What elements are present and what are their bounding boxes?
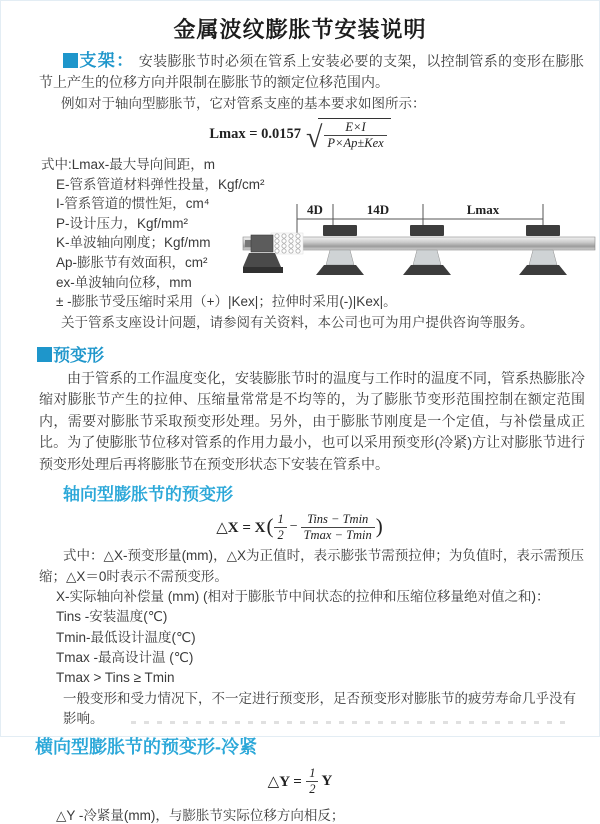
- parameter-line: X-实际轴向补偿量 (mm) (相对于膨胀节中间状态的拉伸和压缩位移量绝对值之和)：: [56, 589, 550, 605]
- fraction-one-half: [274, 512, 286, 543]
- definition-line: ex-单波轴向位移，mm: [56, 274, 192, 290]
- parameter-line: Tmax -最高设计温 (℃): [56, 649, 194, 665]
- temperature-fraction: [301, 512, 375, 543]
- support-example-line: 例如对于轴向型膨胀节，它对管系支座的基本要求如图所示：: [61, 96, 426, 111]
- fraction-denominator: P×Ap±Kex: [327, 135, 384, 150]
- support-intro-text: 安装膨胀节时必须在管系上安装必要的支架，以控制管系的变形在膨胀节上产生的位移方向并限制在膨胀节的额定位移范围内。: [39, 53, 585, 90]
- fraction-one-half: [306, 766, 318, 797]
- general-deformation-note: 一般变形和受力情况下，不一定进行预变形，足否预变形对膨胀节的疲劳寿命几乎没有影响。: [63, 691, 576, 727]
- fraction-numerator: Tins − Tmin: [301, 512, 375, 528]
- formula-suffix: Y: [321, 772, 333, 789]
- parameter-line: Tmin-最低设计温度(℃): [56, 629, 196, 645]
- bellows-icon: [271, 233, 303, 254]
- lateral-subsection-heading: 横向型膨胀节的预变形-冷紧: [35, 737, 257, 758]
- formula-prefix: △X = X: [216, 519, 266, 536]
- minus-operator: −: [289, 519, 298, 535]
- open-paren: (: [266, 513, 274, 538]
- definition-line: E-管系管道材料弹性投量，Kgf/cm²: [56, 176, 265, 192]
- dim-label-lmax: Lmax: [466, 202, 500, 217]
- fraction-numerator: 1: [306, 766, 318, 782]
- axial-subsection-heading: 轴向型膨胀节的预变形: [63, 485, 233, 505]
- parameter-line: Tins -安装温度(℃): [56, 609, 168, 625]
- axial-formula-explanation: 式中：△X-预变形量(mm)，△X为正值时，表示膨张节需预拉伸；为负值时，表示需预压缩；△X＝0时表示不需预变形。: [39, 548, 584, 585]
- radical-expression: [305, 118, 391, 154]
- axial-predeform-formula: [1, 512, 599, 542]
- consulting-note: 关于管系支座设计问题，请参阅有关资料，本公司也可为用户提供咨询等服务。: [61, 314, 534, 330]
- fraction-denominator: 2: [309, 781, 316, 796]
- dim-label-4d: 4D: [307, 202, 323, 217]
- pipe-support-diagram-svg: [243, 195, 595, 287]
- dim-label-14d: 14D: [366, 202, 390, 217]
- formula-lhs: Lmax = 0.0157: [209, 125, 301, 142]
- cropped-text-remnant: [131, 721, 571, 724]
- predeform-section-heading: [37, 341, 599, 366]
- predeform-heading-label: 预变形: [53, 345, 104, 365]
- fraction: [324, 120, 386, 151]
- close-paren: ): [375, 513, 383, 538]
- definition-line: I-管系管道的惯性矩，cm⁴: [56, 196, 210, 212]
- lmax-guide-spacing-formula: [1, 117, 599, 154]
- page-title: 金属波纹膨胀节安装说明: [173, 17, 427, 42]
- formula-prefix: △Y =: [267, 773, 302, 790]
- fraction-numerator: E×I: [324, 120, 386, 136]
- pipe-support-diagram: [243, 195, 595, 292]
- radical-content: [318, 118, 390, 151]
- fraction-numerator: 1: [274, 512, 286, 528]
- fraction-denominator: Tmax − Tmin: [303, 527, 372, 542]
- definition-line: 式中:Lmax-最大导向间距，m: [41, 157, 216, 172]
- axial-parameter-lines: [1, 587, 599, 688]
- support-section-heading: 支架：: [79, 51, 135, 70]
- definition-line: Ap-膨胀节有效面积，cm²: [56, 254, 208, 270]
- parameter-line: Tmax > Tins ≥ Tmin: [56, 670, 175, 686]
- definition-line: ± -膨胀节受压缩时采用（+）|Kex|；拉伸时采用(-)|Kex|。: [56, 294, 397, 310]
- cold-tightening-definition-line: △Y -冷紧量(mm)，与膨胀节实际位移方向相反；: [56, 808, 345, 824]
- support-intro-paragraph: [39, 50, 584, 93]
- predeform-paragraph: 由于管系的工作温度变化，安装膨胀节时的温度与工作时的温度不同，管系热膨胀冷缩对膨胀节产生的拉伸、压缩量常常是不均等的，为了膨胀节变形范围控制在额定范围内，需要对膨胀节采取预变形处理。另外，由于膨胀节刚度是一个定值，与补偿量成正比。为了使膨胀节位移对管系的作用力最小，也可以采用预变形(冷紧)方让对膨胀节进行预变形处理后再将膨胀节在预变形状态下安装在管系中。: [39, 369, 585, 472]
- definition-line: K-单波轴向刚度；Kgf/mm: [56, 235, 211, 251]
- fraction-denominator: 2: [277, 527, 284, 542]
- blue-square-bullet-icon: [37, 347, 52, 362]
- blue-square-bullet-icon: [63, 53, 78, 68]
- lateral-cold-tightening-formula: [1, 767, 599, 795]
- radical-sign: √: [305, 120, 323, 154]
- definition-line: P-设计压力，Kgf/mm²: [56, 215, 189, 231]
